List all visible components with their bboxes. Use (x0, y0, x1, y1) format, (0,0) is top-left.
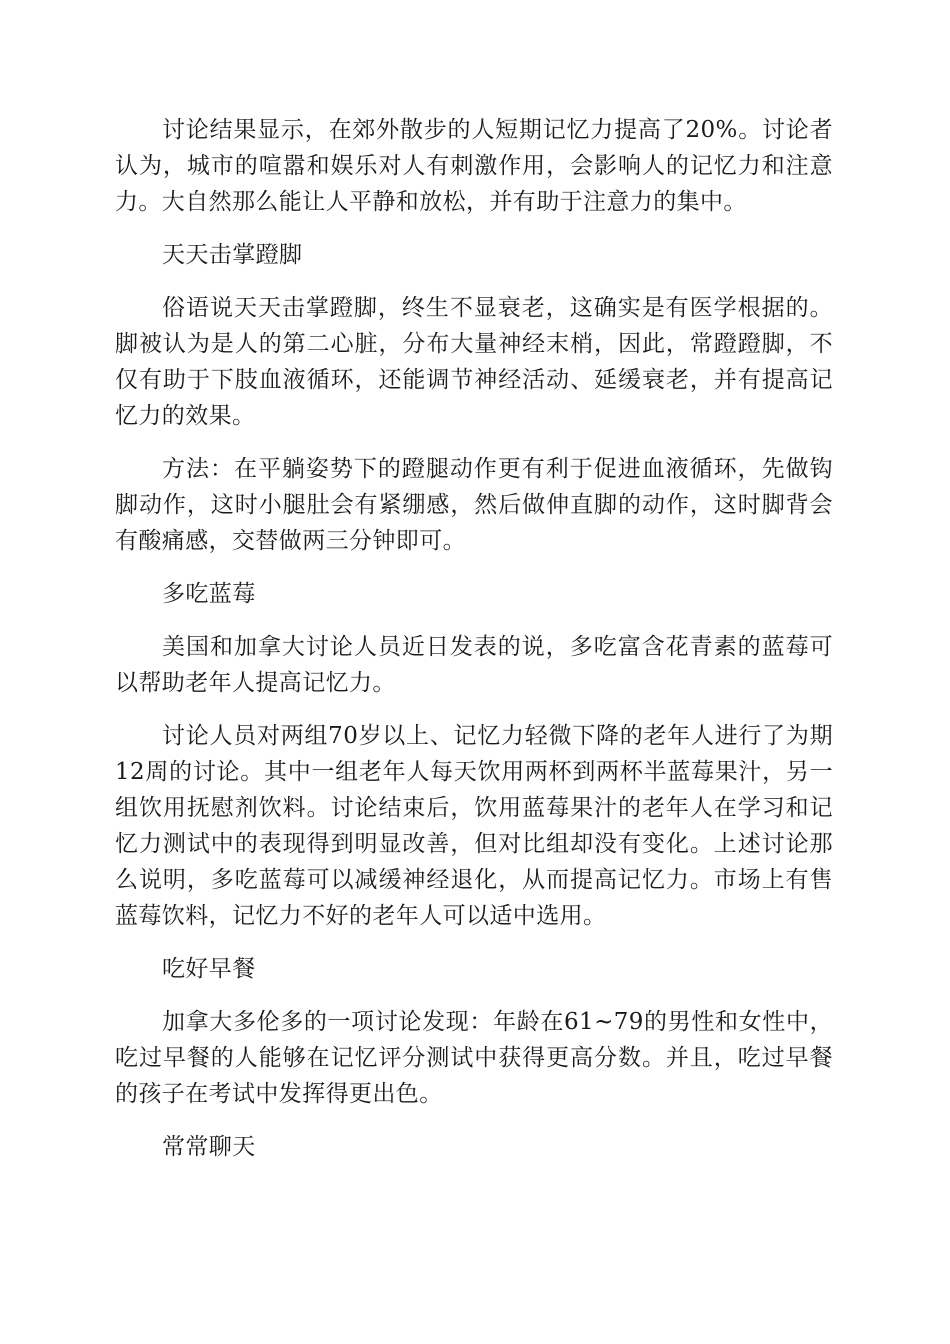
paragraph-method: 方法：在平躺姿势下的蹬腿动作更有利于促进血液循环，先做钩脚动作，这时小腿肚会有紧绷感，然后做伸直脚的动作，这时脚背会有酸痛感，交替做两三分钟即可。 (115, 456, 833, 554)
section-heading-clap-stomp: 天天击掌蹬脚 (162, 242, 303, 268)
section-heading-blueberries: 多吃蓝莓 (162, 581, 256, 607)
section-heading-chatting: 常常聊天 (162, 1134, 256, 1160)
paragraph-clap-stomp: 俗语说天天击掌蹬脚，终生不显衰老，这确实是有医学根据的。脚被认为是人的第二心脏，分布大量神经末梢，因此，常蹬蹬脚，不仅有助于下肢血液循环，还能调节神经活动、延缓衰老，并有提高记忆力的效果。 (115, 295, 833, 429)
paragraph-walking-study: 讨论结果显示，在郊外散步的人短期记忆力提高了20%。讨论者认为，城市的喧嚣和娱乐对人有刺激作用，会影响人的记忆力和注意力。大自然那么能让人平静和放松，并有助于注意力的集中。 (115, 117, 833, 215)
paragraph-blueberries-intro: 美国和加拿大讨论人员近日发表的说，多吃富含花青素的蓝莓可以帮助老年人提高记忆力。 (115, 634, 833, 696)
section-heading-breakfast: 吃好早餐 (162, 956, 256, 982)
document-page (115, 112, 833, 1182)
paragraph-breakfast: 加拿大多伦多的一项讨论发现：年龄在61~79的男性和女性中，吃过早餐的人能够在记忆评分测试中获得更高分数。并且，吃过早餐的孩子在考试中发挥得更出色。 (115, 1009, 833, 1107)
paragraph-blueberries-study: 讨论人员对两组70岁以上、记忆力轻微下降的老年人进行了为期12周的讨论。其中一组老年人每天饮用两杯到两杯半蓝莓果汁，另一组饮用抚慰剂饮料。讨论结束后，饮用蓝莓果汁的老年人在学习和记忆力测试中的表现得到明显改善，但对比组却没有变化。上述讨论那么说明，多吃蓝莓可以减缓神经退化，从而提高记忆力。市场上有售蓝莓饮料，记忆力不好的老年人可以适中选用。 (115, 723, 833, 929)
